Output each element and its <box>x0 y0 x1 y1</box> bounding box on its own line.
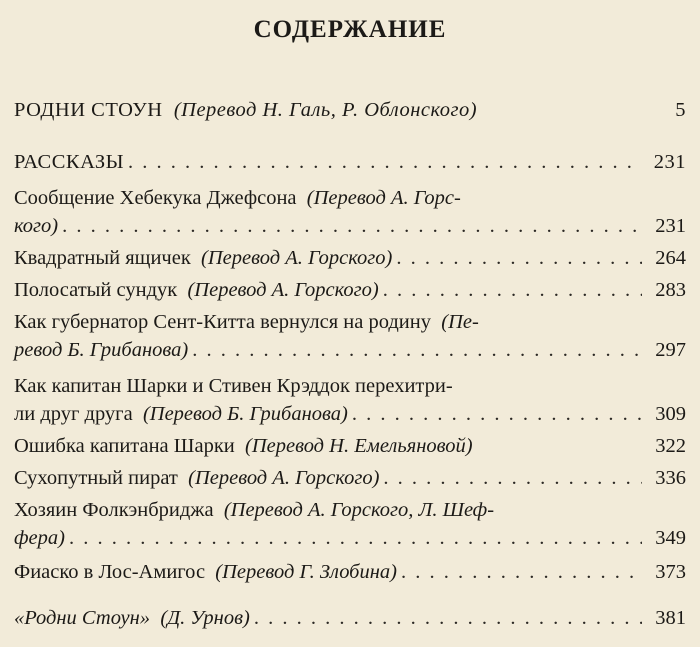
entry-translator: (Перевод А. Горского) <box>201 247 393 269</box>
toc-entry-land-pirate[interactable] <box>14 464 686 492</box>
entry-page: 322 <box>655 435 686 457</box>
entry-page: 283 <box>655 279 686 301</box>
toc-entry-sharkey-mistake[interactable] <box>14 432 686 460</box>
entry-title: Сообщение Хебекука Джефсона <box>14 187 297 209</box>
entry-title: Хозяин Фолкэнбриджа <box>14 499 214 521</box>
toc-entry-sharkey-craddock[interactable] <box>14 372 686 428</box>
leader-dots <box>192 336 642 364</box>
entry-title: Ошибка капитана Шарки <box>14 435 235 457</box>
entry-page: 336 <box>655 467 686 489</box>
toc-entry-folkenbridge[interactable] <box>14 496 686 552</box>
entry-translator-cont: фера) <box>14 527 65 549</box>
entry-translator: (Перевод А. Горского) <box>187 279 379 301</box>
entry-page: 309 <box>655 403 686 425</box>
entry-title-cont: ли друг друга <box>14 403 133 425</box>
entry-translator: (Перевод Г. Злобина) <box>215 561 397 583</box>
toc-entry-governor-st-kitt[interactable] <box>14 308 686 364</box>
leader-dots <box>401 558 642 586</box>
toc-entry-habakuk-jephson[interactable] <box>14 184 686 240</box>
toc-entry-striped-chest[interactable] <box>14 276 686 304</box>
leader-dots <box>352 400 642 428</box>
entry-page: 297 <box>655 339 686 361</box>
toc-entry-rodney-stone[interactable] <box>14 96 686 124</box>
toc-entry-afterword[interactable] <box>14 604 686 632</box>
leader-dots <box>128 148 642 176</box>
entry-translator: (Д. Урнов) <box>160 607 250 629</box>
entry-title: Как капитан Шарки и Стивен Крэддок перехитри- <box>14 375 453 397</box>
page-title: СОДЕРЖАНИЕ <box>253 16 447 43</box>
toc-entry-los-amigos[interactable] <box>14 558 686 586</box>
entry-translator: (Перевод А. Горского, Л. Шеф- <box>223 499 495 521</box>
entry-title: Как губернатор Сент-Китта вернулся на родину <box>14 311 431 333</box>
entry-page: 373 <box>655 561 686 583</box>
leader-dots <box>383 464 642 492</box>
entry-translator: (Перевод А. Горс- <box>306 187 461 209</box>
entry-title: «Родни Стоун» <box>14 607 151 629</box>
entry-page: 5 <box>675 99 686 121</box>
leader-dots <box>69 524 642 552</box>
toc-entry-stories[interactable] <box>14 148 686 176</box>
entry-page: 231 <box>653 151 686 173</box>
entry-page: 381 <box>655 607 686 629</box>
entry-title: Полосатый сундук <box>14 279 178 301</box>
entry-title: РОДНИ СТОУН <box>14 99 163 121</box>
leader-dots <box>396 244 642 272</box>
toc-entry-square-box[interactable] <box>14 244 686 272</box>
entry-translator-cont: кого) <box>14 215 59 237</box>
entry-translator: (Перевод Н. Галь, Р. Облонского) <box>173 99 478 121</box>
entry-translator: (Пе- <box>441 311 479 333</box>
entry-title: Фиаско в Лос-Амигос <box>14 561 206 583</box>
entry-translator: (Перевод А. Горского) <box>188 467 380 489</box>
entry-title: РАССКАЗЫ <box>14 151 125 173</box>
entry-title: Сухопутный пират <box>14 467 178 489</box>
entry-page: 264 <box>655 247 686 269</box>
entry-translator-cont: ревод Б. Грибанова) <box>14 339 189 361</box>
leader-dots <box>383 276 642 304</box>
entry-title: Квадратный ящичек <box>14 247 191 269</box>
entry-page: 231 <box>655 215 686 237</box>
leader-dots <box>62 212 642 240</box>
entry-page: 349 <box>655 527 686 549</box>
entry-translator: (Перевод Н. Емельяновой) <box>245 435 473 457</box>
entry-translator: (Перевод Б. Грибанова) <box>142 403 348 425</box>
leader-dots <box>254 604 642 632</box>
